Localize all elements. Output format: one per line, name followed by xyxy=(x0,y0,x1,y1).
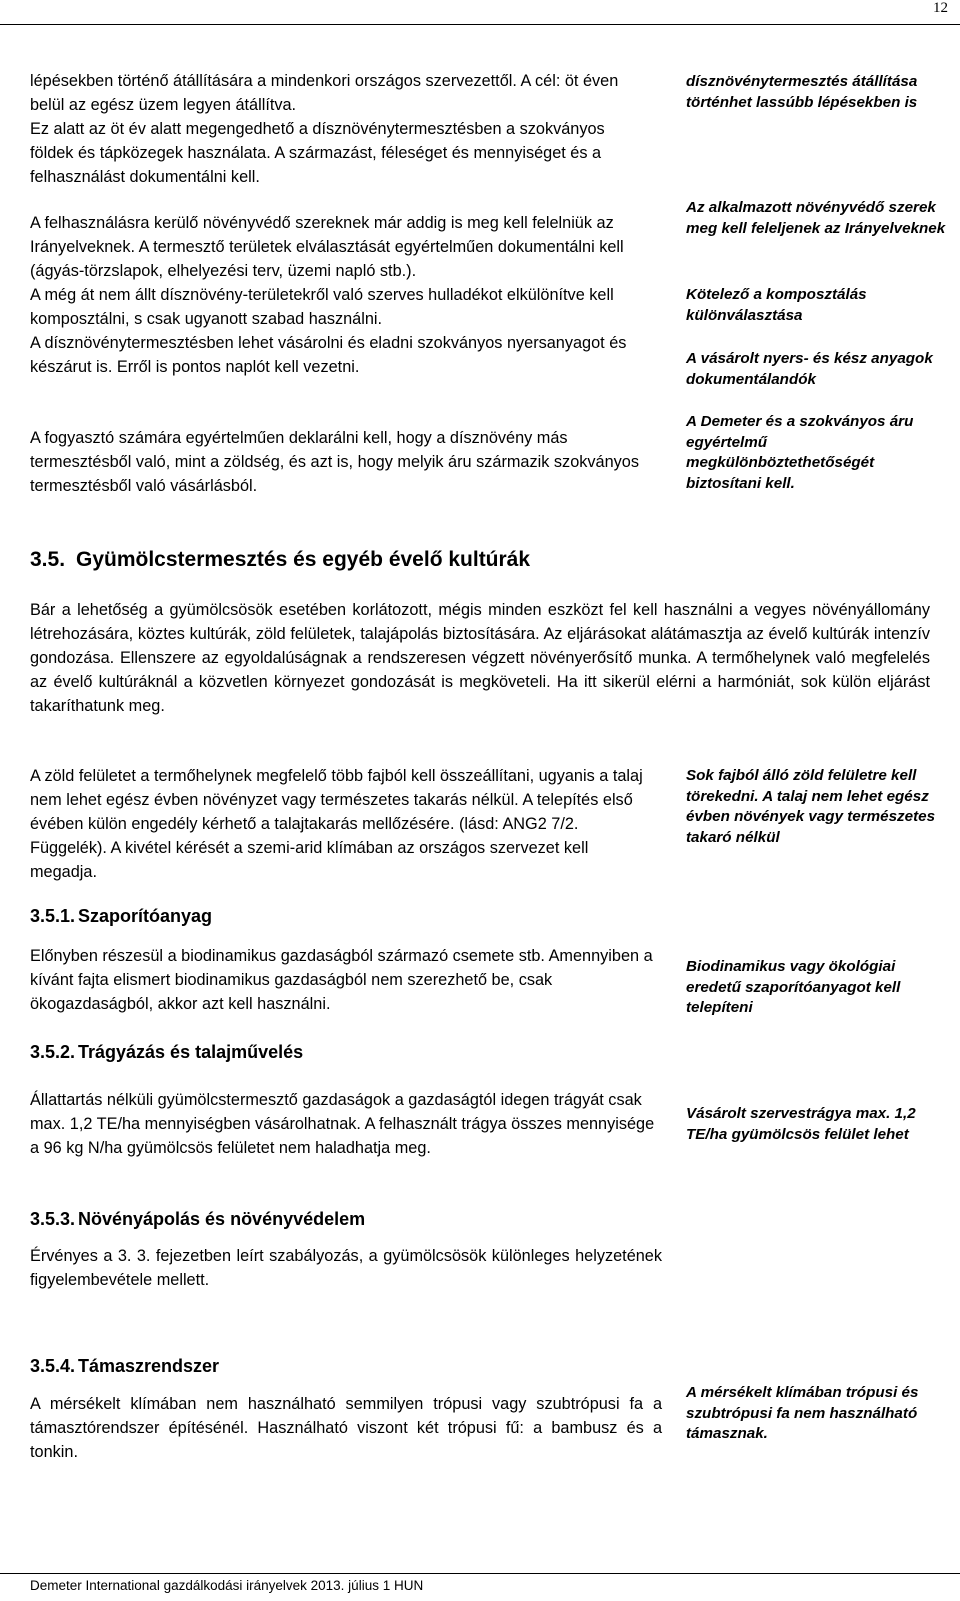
propagation-paragraph: Előnyben részesül a biodinamikus gazdaságból származó csemete stb. Amennyiben a kívánt fajta elismert biodinamikus gazdaságból nem szerezhető be, csak ökogazdaságból, akkor azt kell használni. xyxy=(30,947,653,1013)
plant-care-paragraph: Érvényes a 3. 3. fejezetben leírt szabályozás, a gyümölcsösök különleges helyzetének figyelembevétele mellett. xyxy=(30,1247,662,1289)
side-note: Biodinamikus vagy ökológiai eredetű szaporítóanyagot kell telepíteni xyxy=(686,958,901,1016)
side-note: A vásárolt nyers- és kész anyagok dokumentálandók xyxy=(686,350,933,388)
subsection-heading: 3.5.1. Szaporítóanyag xyxy=(30,906,213,926)
section-intro: Bár a lehetőség a gyümölcsösök esetében korlátozott, mégis minden eszközt fel kell használni a vegyes növényállomány létrehozására, köztes kultúrák, zöld felületek, talajápolás biztosítására. Az eljárásokat alátámasztja az évelő kultúrák intenzív gondozása. Ellenszere az egyoldalúságnak a rendszeresen végzett növényerősítő munka. A termőhelynek való megfelelés az évelő kultúráknál a közvetlen környezet gondozását is megköveteli. Ha itt sikerül elérni a harmóniát, sok külön eljárást takaríthatunk meg. xyxy=(30,601,930,715)
support-paragraph: A mérsékelt klímában nem használható semmilyen trópusi vagy szubtrópusi fa a támasztórendszer építésénél. Használható viszont két trópusi fű: a bambusz és a tonkin. xyxy=(30,1395,662,1461)
intro-block xyxy=(30,69,648,189)
side-note: Az alkalmazott növényvédő szerek meg kell feleljenek az Irányelveknek xyxy=(686,199,946,237)
side-note: Kötelező a komposztálás különválasztása xyxy=(686,286,867,324)
footer: Demeter International gazdálkodási irányelvek 2013. július 1 HUN xyxy=(30,1578,424,1593)
side-note: Sok fajból álló zöld felületre kell törekedni. A talaj nem lehet egész évben növények vagy természetes takaró nélkül xyxy=(686,767,936,846)
pesticide-block xyxy=(30,211,652,379)
section-title: Gyümölcstermesztés és egyéb évelő kultúrák xyxy=(76,548,531,571)
section-heading xyxy=(30,548,530,572)
page-number: 12 xyxy=(933,0,948,16)
subsection-heading: 3.5.3. Növényápolás és növényvédelem xyxy=(30,1209,366,1229)
paragraph: A dísznövénytermesztésben lehet vásárolni és eladni szokványos nyersanyagot és készárut is. Erről is pontos naplót kell vezetni. xyxy=(30,334,627,376)
paragraph: Ez alatt az öt év alatt megengedhető a dísznövénytermesztésben a szokványos földek és tápközegek használata. A származást, féleséget és mennyiséget és a felhasználást dokumentálni kell. xyxy=(30,120,605,186)
side-note: dísznövénytermesztés átállítása történhet lassúbb lépésekben is xyxy=(686,73,918,111)
side-note: Vásárolt szervestrágya max. 1,2 TE/ha gyümölcsös felület lehet xyxy=(686,1105,916,1143)
fertilization-paragraph: Állattartás nélküli gyümölcstermesztő gazdaságok a gazdaságtól idegen trágyát csak max. 1,2 TE/ha mennyiségben vásárolhatnak. A felhasznált trágya összes mennyisége a 96 kg N/ha gyümölcsös felületet nem haladhatja meg. xyxy=(30,1091,655,1157)
paragraph: A még át nem állt dísznövény-területekről való szerves hulladékot elkülönítve kell komposztálni, s csak ugyanott szabad használni. xyxy=(30,286,614,328)
green-surface-paragraph: A zöld felületet a termőhelynek megfelelő több fajból kell összeállítani, ugyanis a talaj nem lehet egész évben növényzet vagy természetes takarás nélkül. A telepítés első évében külön engedély kérhető a talajtakarás mellőzésére. (lásd: ANG2 7/2. Függelék). A kivétel kérését a szemi-arid klímában az országos szervezet kell megadja. xyxy=(30,767,643,881)
footer-rule xyxy=(0,1573,960,1574)
header-rule xyxy=(0,24,960,25)
side-note: A mérsékelt klímában trópusi és szubtrópusi fa nem használható támasznak. xyxy=(686,1384,919,1442)
section-number: 3.5. xyxy=(30,548,66,571)
subsection-heading: 3.5.4. Támaszrendszer xyxy=(30,1356,220,1376)
subsection-heading: 3.5.2. Trágyázás és talajművelés xyxy=(30,1042,304,1062)
paragraph: lépésekben történő átállítására a mindenkori országos szervezettől. A cél: öt éven belül az egész üzem legyen átállítva. xyxy=(30,72,619,114)
paragraph: A fogyasztó számára egyértelműen deklarálni kell, hogy a dísznövény más termesztésből való, mint a zöldség, és azt is, hogy melyik áru származik szokványos termesztésből való vásárlásból. xyxy=(30,429,639,495)
side-note: A Demeter és a szokványos áru egyértelmű megkülönböztethetőségét biztosítani kell. xyxy=(686,413,914,492)
paragraph: A felhasználásra kerülő növényvédő szereknek már addig is meg kell felelniük az Irányelveknek. A termesztő területek elválasztását egyértelműen dokumentálni kell (ágyás-törzslapok, elhelyezési terv, üzemi napló stb.). xyxy=(30,214,624,280)
consumer-block xyxy=(30,426,648,498)
